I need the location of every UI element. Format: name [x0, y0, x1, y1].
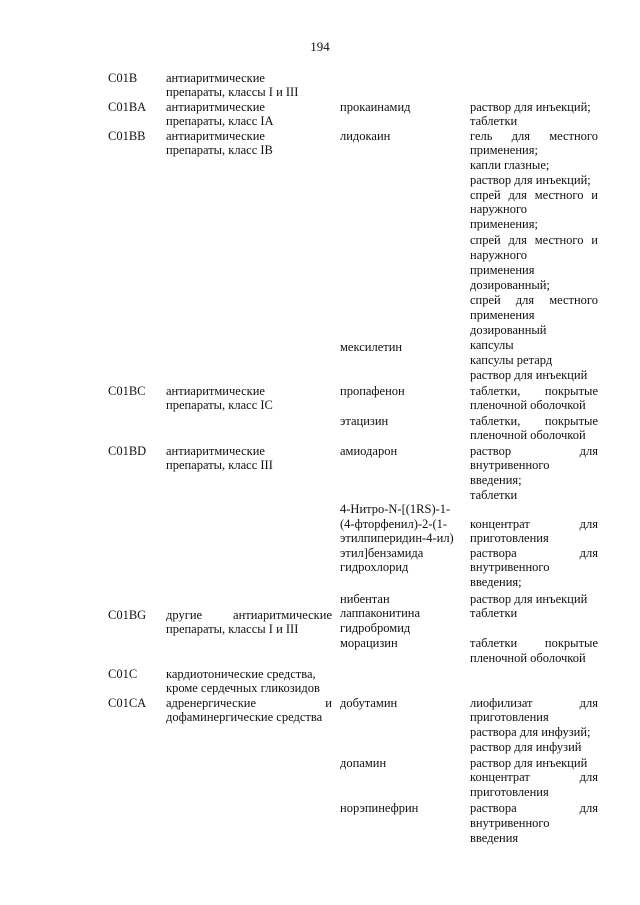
dosage-form: раствор для инъекций; — [470, 173, 591, 187]
drug-name: гидробромид — [340, 621, 411, 635]
dosage-form: внутривенного — [470, 458, 550, 472]
dosage-form: раствор для инъекций — [470, 368, 588, 382]
dosage-form: капли глазные; — [470, 158, 550, 172]
dosage-form: применения; — [470, 217, 538, 231]
dosage-form: капсулы ретард — [470, 353, 553, 367]
dosage-form: дозированный; — [470, 278, 550, 292]
dosage-form: дозированный — [470, 323, 547, 337]
drug-name: 4-Нитро-N-[(1RS)-1- — [340, 502, 451, 516]
dosage-form: пленочной оболочкой — [470, 398, 586, 412]
drug-name: добутамин — [340, 696, 398, 710]
group-name: другие антиаритмические — [166, 608, 332, 622]
atc-code: C01B — [108, 71, 138, 85]
group-name: препараты, класс IC — [166, 398, 273, 412]
atc-code: C01CA — [108, 696, 147, 710]
dosage-form: введения; — [470, 473, 522, 487]
dosage-form: концентрат для — [470, 517, 598, 531]
dosage-form: раствор для инъекций; — [470, 100, 591, 114]
dosage-form: введения; — [470, 575, 522, 589]
dosage-form: внутривенного — [470, 816, 550, 830]
group-name: антиаритмические — [166, 100, 265, 114]
dosage-form: раствор для инъекций — [470, 756, 588, 770]
dosage-form: спрей для местного и — [470, 233, 598, 247]
dosage-form: лиофилизат для — [470, 696, 598, 710]
dosage-form: раствор для инъекций — [470, 592, 588, 606]
dosage-form: пленочной оболочкой — [470, 428, 586, 442]
dosage-form: пленочной оболочкой — [470, 651, 586, 665]
dosage-form: раствор для — [470, 444, 598, 458]
group-name: препараты, классы I и III — [166, 622, 299, 636]
drug-name: амиодарон — [340, 444, 398, 458]
drug-name: (4-фторфенил)-2-(1- — [340, 517, 448, 531]
group-name: антиаритмические — [166, 384, 265, 398]
dosage-form: капсулы — [470, 338, 514, 352]
dosage-form: раствора для — [470, 801, 598, 815]
drug-name: этацизин — [340, 414, 389, 428]
page-number: 194 — [310, 39, 330, 54]
dosage-form: наружного — [470, 248, 528, 262]
group-name: препараты, класс IA — [166, 114, 274, 128]
atc-code: C01BG — [108, 608, 147, 622]
dosage-form: раствора для — [470, 546, 598, 560]
drug-name: прокаинамид — [340, 100, 411, 114]
drug-name: допамин — [340, 756, 387, 770]
atc-code: C01BB — [108, 129, 146, 143]
dosage-form: применения; — [470, 143, 538, 157]
dosage-form: спрей для местного — [470, 293, 598, 307]
drug-name: лаппаконитина — [340, 606, 421, 620]
group-name: адренергические и — [166, 696, 332, 710]
dosage-form: приготовления — [470, 785, 549, 799]
group-name: антиаритмические — [166, 71, 265, 85]
dosage-form: гель для местного — [470, 129, 598, 143]
dosage-form: приготовления — [470, 531, 549, 545]
group-name: антиаритмические — [166, 129, 265, 143]
group-name: препараты, классы I и III — [166, 85, 299, 99]
dosage-form: применения — [470, 263, 535, 277]
dosage-form: таблетки, покрытые — [470, 384, 598, 398]
drug-name: лидокаин — [340, 129, 391, 143]
dosage-form: раствора для инфузий; — [470, 725, 591, 739]
dosage-form: таблетки — [470, 606, 518, 620]
dosage-form: концентрат для — [470, 770, 598, 784]
atc-code: C01C — [108, 667, 138, 681]
dosage-form: введения — [470, 831, 519, 845]
group-name: кроме сердечных гликозидов — [166, 681, 320, 695]
dosage-form: наружного — [470, 202, 528, 216]
drug-name: морацизин — [340, 636, 398, 650]
drug-name: этилпиперидин-4-ил) — [340, 531, 454, 545]
drug-name: пропафенон — [340, 384, 405, 398]
atc-code: C01BD — [108, 444, 147, 458]
drug-name: норэпинефрин — [340, 801, 419, 815]
drug-name: мексилетин — [340, 340, 403, 354]
group-name: препараты, класс IB — [166, 143, 273, 157]
drug-name: этил]бензамида — [340, 546, 424, 560]
group-name: дофаминергические средства — [166, 710, 323, 724]
dosage-form: таблетки — [470, 488, 518, 502]
atc-code: C01BC — [108, 384, 146, 398]
atc-code: C01BA — [108, 100, 147, 114]
group-name: антиаритмические — [166, 444, 265, 458]
dosage-form: применения — [470, 308, 535, 322]
dosage-form: таблетки — [470, 114, 518, 128]
dosage-form: таблетки, покрытые — [470, 414, 598, 428]
drug-name: нибентан — [340, 592, 390, 606]
group-name: кардиотонические средства, — [166, 667, 316, 681]
dosage-form: спрей для местного и — [470, 188, 598, 202]
dosage-form: приготовления — [470, 710, 549, 724]
group-name: препараты, класс III — [166, 458, 273, 472]
drug-name: гидрохлорид — [340, 560, 409, 574]
dosage-form: внутривенного — [470, 560, 550, 574]
dosage-form: раствор для инфузий — [470, 740, 582, 754]
dosage-form: таблетки покрытые — [470, 636, 598, 650]
